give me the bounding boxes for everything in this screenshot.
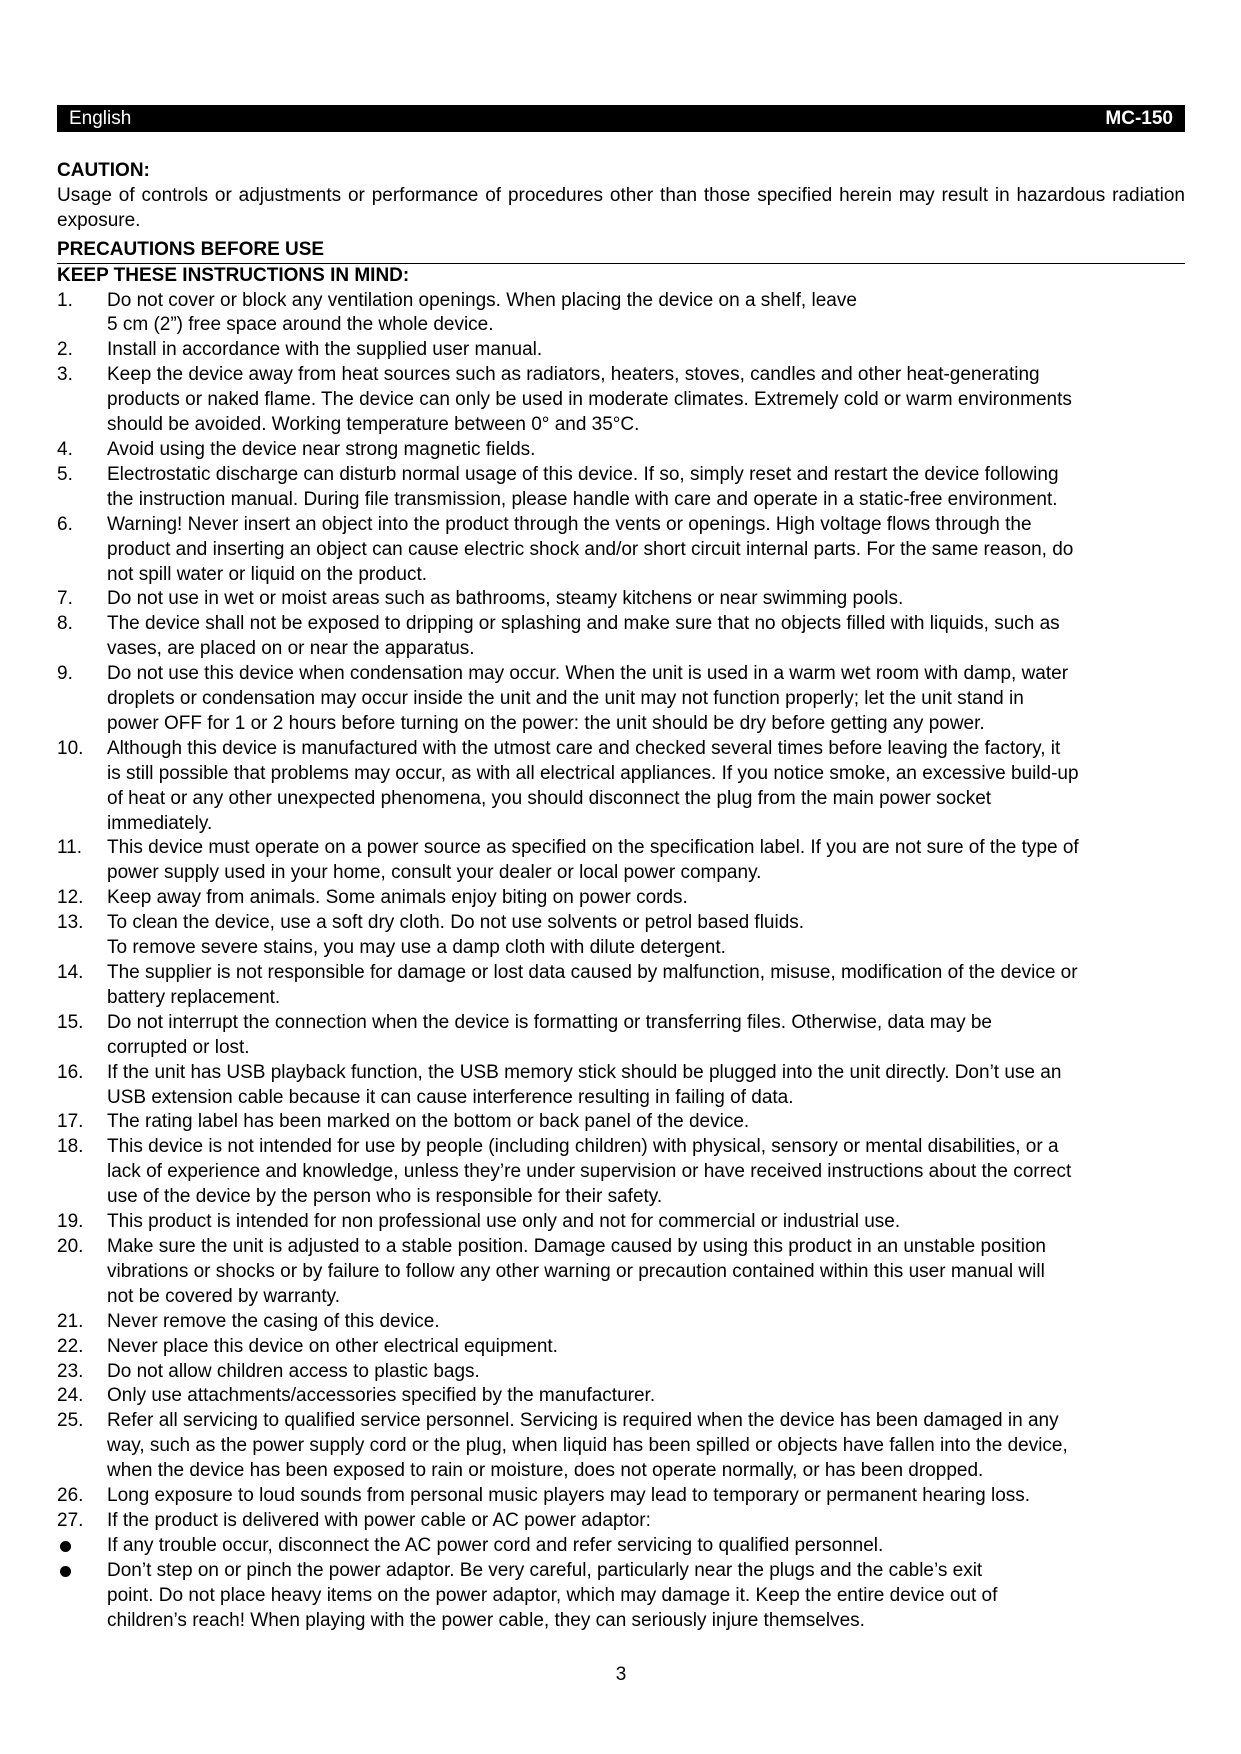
list-item-line: is still possible that problems may occur, as with all electrical appliances. If you notice smoke, an excessive build-up bbox=[107, 762, 1079, 784]
list-item-text bbox=[107, 737, 1185, 837]
bullet-text bbox=[107, 1534, 1185, 1559]
list-item-text bbox=[107, 1235, 1185, 1310]
list-item-line: use of the device by the person who is responsible for their safety. bbox=[107, 1186, 663, 1208]
list-item-line: not be covered by warranty. bbox=[107, 1285, 341, 1307]
list-item-text bbox=[107, 1484, 1185, 1509]
list-item bbox=[57, 836, 1185, 886]
list-item-line: Refer all servicing to qualified service personnel. Servicing is required when the device has been damaged in any bbox=[107, 1410, 1059, 1432]
list-item-number: 18. bbox=[57, 1136, 84, 1158]
list-item-line: when the device has been exposed to rain or moisture, does not operate normally, or has been dropped. bbox=[107, 1460, 984, 1482]
list-item-number: 8. bbox=[57, 613, 73, 635]
list-item-text bbox=[107, 1135, 1185, 1210]
list-item bbox=[57, 886, 1185, 911]
list-item-number: 25. bbox=[57, 1410, 84, 1432]
list-item-line: Keep away from animals. Some animals enjoy biting on power cords. bbox=[107, 887, 688, 909]
list-item bbox=[57, 1335, 1185, 1360]
list-item-line: Keep the device away from heat sources such as radiators, heaters, stoves, candles and other heat-generating bbox=[107, 364, 1040, 386]
list-item-line: Do not interrupt the connection when the device is formatting or transferring files. Otherwise, data may be bbox=[107, 1011, 993, 1033]
list-item-line: droplets or condensation may occur inside the unit and the unit may not function properly; let the unit stand in bbox=[107, 688, 1024, 710]
list-item-text bbox=[107, 1061, 1185, 1111]
list-item-line: Do not cover or block any ventilation openings. When placing the device on a shelf, leave bbox=[107, 289, 857, 311]
list-item-text bbox=[107, 1335, 1185, 1360]
list-item-line: Do not use this device when condensation may occur. When the unit is used in a warm wet room with damp, water bbox=[107, 663, 1069, 685]
list-item-text bbox=[107, 289, 1185, 339]
list-item bbox=[57, 1011, 1185, 1061]
list-item-line: vases, are placed on or near the apparatus. bbox=[107, 638, 475, 660]
list-item-text bbox=[107, 911, 1185, 961]
list-item-number: 22. bbox=[57, 1335, 84, 1357]
precautions-title: PRECAUTIONS BEFORE USE bbox=[57, 238, 325, 260]
list-item-number: 24. bbox=[57, 1385, 84, 1407]
precautions-list bbox=[57, 289, 1185, 1534]
list-item-number: 19. bbox=[57, 1211, 84, 1233]
list-item-line: The device shall not be exposed to dripping or splashing and make sure that no objects filled with liquids, such as bbox=[107, 613, 1060, 635]
list-item-text bbox=[107, 1384, 1185, 1409]
list-item-line: products or naked flame. The device can only be used in moderate climates. Extremely cold or warm environments bbox=[107, 389, 1072, 411]
list-item-line: Long exposure to loud sounds from personal music players may lead to temporary or permanent hearing loss. bbox=[107, 1485, 1031, 1507]
list-item-text bbox=[107, 1210, 1185, 1235]
list-item-text bbox=[107, 587, 1185, 612]
list-item-text bbox=[107, 1310, 1185, 1335]
bullet-line: If any trouble occur, disconnect the AC power cord and refer servicing to qualified personnel. bbox=[107, 1534, 884, 1556]
list-item-number: 11. bbox=[57, 837, 83, 859]
bullet-icon bbox=[57, 1534, 73, 1559]
list-item-line: Install in accordance with the supplied user manual. bbox=[107, 339, 543, 361]
list-item-line: If the product is delivered with power cable or AC power adaptor: bbox=[107, 1509, 651, 1531]
list-item-number: 12. bbox=[57, 887, 84, 909]
caution-section bbox=[57, 159, 1185, 234]
list-item bbox=[57, 911, 1185, 961]
list-item-text bbox=[107, 836, 1185, 886]
list-item-text bbox=[107, 662, 1185, 737]
list-item-line: the instruction manual. During file transmission, please handle with care and operate in a static-free environment. bbox=[107, 488, 1058, 510]
bullet-line: Don’t step on or pinch the power adaptor. Be very careful, particularly near the plugs and the cable’s exit bbox=[107, 1559, 983, 1581]
list-item-number: 20. bbox=[57, 1235, 84, 1257]
list-item-line: Make sure the unit is adjusted to a stable position. Damage caused by using this product in an unstable position bbox=[107, 1235, 1046, 1257]
list-item-line: way, such as the power supply cord or the plug, when liquid has been spilled or objects have fallen into the device, bbox=[107, 1435, 1068, 1457]
list-item-text bbox=[107, 961, 1185, 1011]
list-item-number: 3. bbox=[57, 364, 73, 386]
page-number: 3 bbox=[615, 1664, 627, 1685]
header-bar bbox=[57, 105, 1185, 132]
list-item-line: not spill water or liquid on the product. bbox=[107, 563, 428, 585]
list-item-line: The rating label has been marked on the bottom or back panel of the device. bbox=[107, 1111, 750, 1133]
list-item-number: 27. bbox=[57, 1509, 84, 1531]
list-item-line: This device must operate on a power source as specified on the specification label. If you are not sure of the type of bbox=[107, 837, 1079, 859]
list-item-line: should be avoided. Working temperature between 0° and 35°C. bbox=[107, 414, 640, 436]
list-item-line: To clean the device, use a soft dry cloth. Do not use solvents or petrol based fluids. bbox=[107, 912, 805, 934]
list-item-line: immediately. bbox=[107, 812, 213, 834]
list-item-line: Electrostatic discharge can disturb normal usage of this device. If so, simply reset and restart the device following bbox=[107, 463, 1059, 485]
list-item-line: Do not allow children access to plastic bags. bbox=[107, 1360, 480, 1382]
bullet-item bbox=[57, 1559, 1185, 1634]
list-item bbox=[57, 1210, 1185, 1235]
bullet-line: children’s reach! When playing with the power cable, they can seriously injure themselves. bbox=[107, 1609, 865, 1631]
list-item-line: Avoid using the device near strong magnetic fields. bbox=[107, 438, 536, 460]
list-item bbox=[57, 612, 1185, 662]
list-item-number: 15. bbox=[57, 1011, 84, 1033]
list-item bbox=[57, 1409, 1185, 1484]
list-item-text bbox=[107, 1110, 1185, 1135]
list-item-number: 10. bbox=[57, 737, 84, 759]
caution-title: CAUTION: bbox=[57, 160, 150, 181]
list-item-number: 9. bbox=[57, 663, 73, 685]
caution-text: Usage of controls or adjustments or performance of procedures other than those specified herein may result in hazardous radiation exposure. bbox=[57, 184, 1185, 231]
list-item-text bbox=[107, 463, 1185, 513]
list-item-text bbox=[107, 338, 1185, 363]
list-item bbox=[57, 1360, 1185, 1385]
list-item-text bbox=[107, 438, 1185, 463]
list-item bbox=[57, 1135, 1185, 1210]
list-item-line: To remove severe stains, you may use a damp cloth with dilute detergent. bbox=[107, 937, 726, 959]
list-item bbox=[57, 1384, 1185, 1409]
list-item-number: 14. bbox=[57, 962, 84, 983]
list-item-line: Only use attachments/accessories specified by the manufacturer. bbox=[107, 1385, 656, 1407]
precautions-subtitle: KEEP THESE INSTRUCTIONS IN MIND: bbox=[57, 263, 1185, 289]
list-item bbox=[57, 1484, 1185, 1509]
list-item bbox=[57, 961, 1185, 1011]
list-item-line: USB extension cable because it can cause interference resulting in failing of data. bbox=[107, 1086, 794, 1108]
adaptor-bullets bbox=[57, 1534, 1185, 1634]
list-item-line: corrupted or lost. bbox=[107, 1036, 250, 1058]
list-item-number: 26. bbox=[57, 1485, 84, 1507]
bullet-item bbox=[57, 1534, 1185, 1559]
list-item-line: Warning! Never insert an object into the product through the vents or openings. High voltage flows through the bbox=[107, 513, 1032, 535]
list-item-text bbox=[107, 513, 1185, 588]
list-item-number: 5. bbox=[57, 463, 73, 485]
list-item-line: power OFF for 1 or 2 hours before turning on the power: the unit should be dry before getting any power. bbox=[107, 712, 985, 734]
list-item bbox=[57, 338, 1185, 363]
language-label: English bbox=[69, 107, 132, 129]
list-item-line: of heat or any other unexpected phenomena, you should disconnect the plug from the main power socket bbox=[107, 787, 992, 809]
list-item bbox=[57, 737, 1185, 837]
list-item-line: This product is intended for non professional use only and not for commercial or industrial use. bbox=[107, 1211, 901, 1233]
list-item bbox=[57, 1235, 1185, 1310]
list-item-line: power supply used in your home, consult your dealer or local power company. bbox=[107, 862, 762, 884]
list-item-number: 16. bbox=[57, 1061, 84, 1083]
list-item-line: battery replacement. bbox=[107, 986, 281, 1008]
list-item-line: lack of experience and knowledge, unless they’re under supervision or have received instructions about the correct bbox=[107, 1161, 1072, 1183]
list-item bbox=[57, 662, 1185, 737]
list-item-text bbox=[107, 363, 1185, 438]
list-item-number: 1. bbox=[57, 289, 73, 311]
content bbox=[57, 159, 1185, 1633]
bullet-icon bbox=[57, 1559, 73, 1634]
list-item-number: 23. bbox=[57, 1360, 84, 1382]
list-item-line: If the unit has USB playback function, the USB memory stick should be plugged into the unit directly. Don’t use an bbox=[107, 1061, 1062, 1083]
list-item-text bbox=[107, 1409, 1185, 1484]
list-item bbox=[57, 1310, 1185, 1335]
list-item bbox=[57, 587, 1185, 612]
list-item-text bbox=[107, 886, 1185, 911]
model-label: MC-150 bbox=[1105, 107, 1173, 129]
list-item bbox=[57, 463, 1185, 513]
list-item-line: Although this device is manufactured with the utmost care and checked several times before leaving the factory, it bbox=[107, 737, 1061, 759]
list-item bbox=[57, 438, 1185, 463]
list-item-text bbox=[107, 612, 1185, 662]
list-item-line: Never place this device on other electrical equipment. bbox=[107, 1335, 558, 1357]
list-item-line: 5 cm (2”) free space around the whole device. bbox=[107, 314, 494, 336]
list-item-number: 7. bbox=[57, 588, 73, 610]
list-item bbox=[57, 289, 1185, 339]
list-item bbox=[57, 1110, 1185, 1135]
list-item-line: product and inserting an object can cause electric shock and/or short circuit internal parts. For the same reason, do bbox=[107, 538, 1074, 560]
list-item-number: 6. bbox=[57, 513, 73, 535]
list-item bbox=[57, 1061, 1185, 1111]
list-item-number: 4. bbox=[57, 438, 73, 460]
list-item-text bbox=[107, 1360, 1185, 1385]
list-item-number: 2. bbox=[57, 339, 73, 361]
list-item-line: vibrations or shocks or by failure to follow any other warning or precaution contained within this user manual will bbox=[107, 1260, 1045, 1282]
list-item-number: 17. bbox=[57, 1111, 84, 1133]
list-item-number: 21. bbox=[57, 1310, 84, 1332]
list-item-line: Never remove the casing of this device. bbox=[107, 1310, 440, 1332]
list-item bbox=[57, 1509, 1185, 1534]
list-item-line: Do not use in wet or moist areas such as bathrooms, steamy kitchens or near swimming pools. bbox=[107, 588, 904, 610]
list-item-text bbox=[107, 1011, 1185, 1061]
list-item-line: The supplier is not responsible for damage or lost data caused by malfunction, misuse, modification of the device or bbox=[107, 962, 1078, 983]
list-item-text bbox=[107, 1509, 1185, 1534]
list-item bbox=[57, 513, 1185, 588]
list-item-number: 13. bbox=[57, 912, 84, 934]
bullet-text bbox=[107, 1559, 1185, 1634]
list-item bbox=[57, 363, 1185, 438]
list-item-line: This device is not intended for use by people (including children) with physical, sensory or mental disabilities, or a bbox=[107, 1136, 1059, 1158]
bullet-line: point. Do not place heavy items on the power adaptor, which may damage it. Keep the entire device out of bbox=[107, 1584, 998, 1606]
